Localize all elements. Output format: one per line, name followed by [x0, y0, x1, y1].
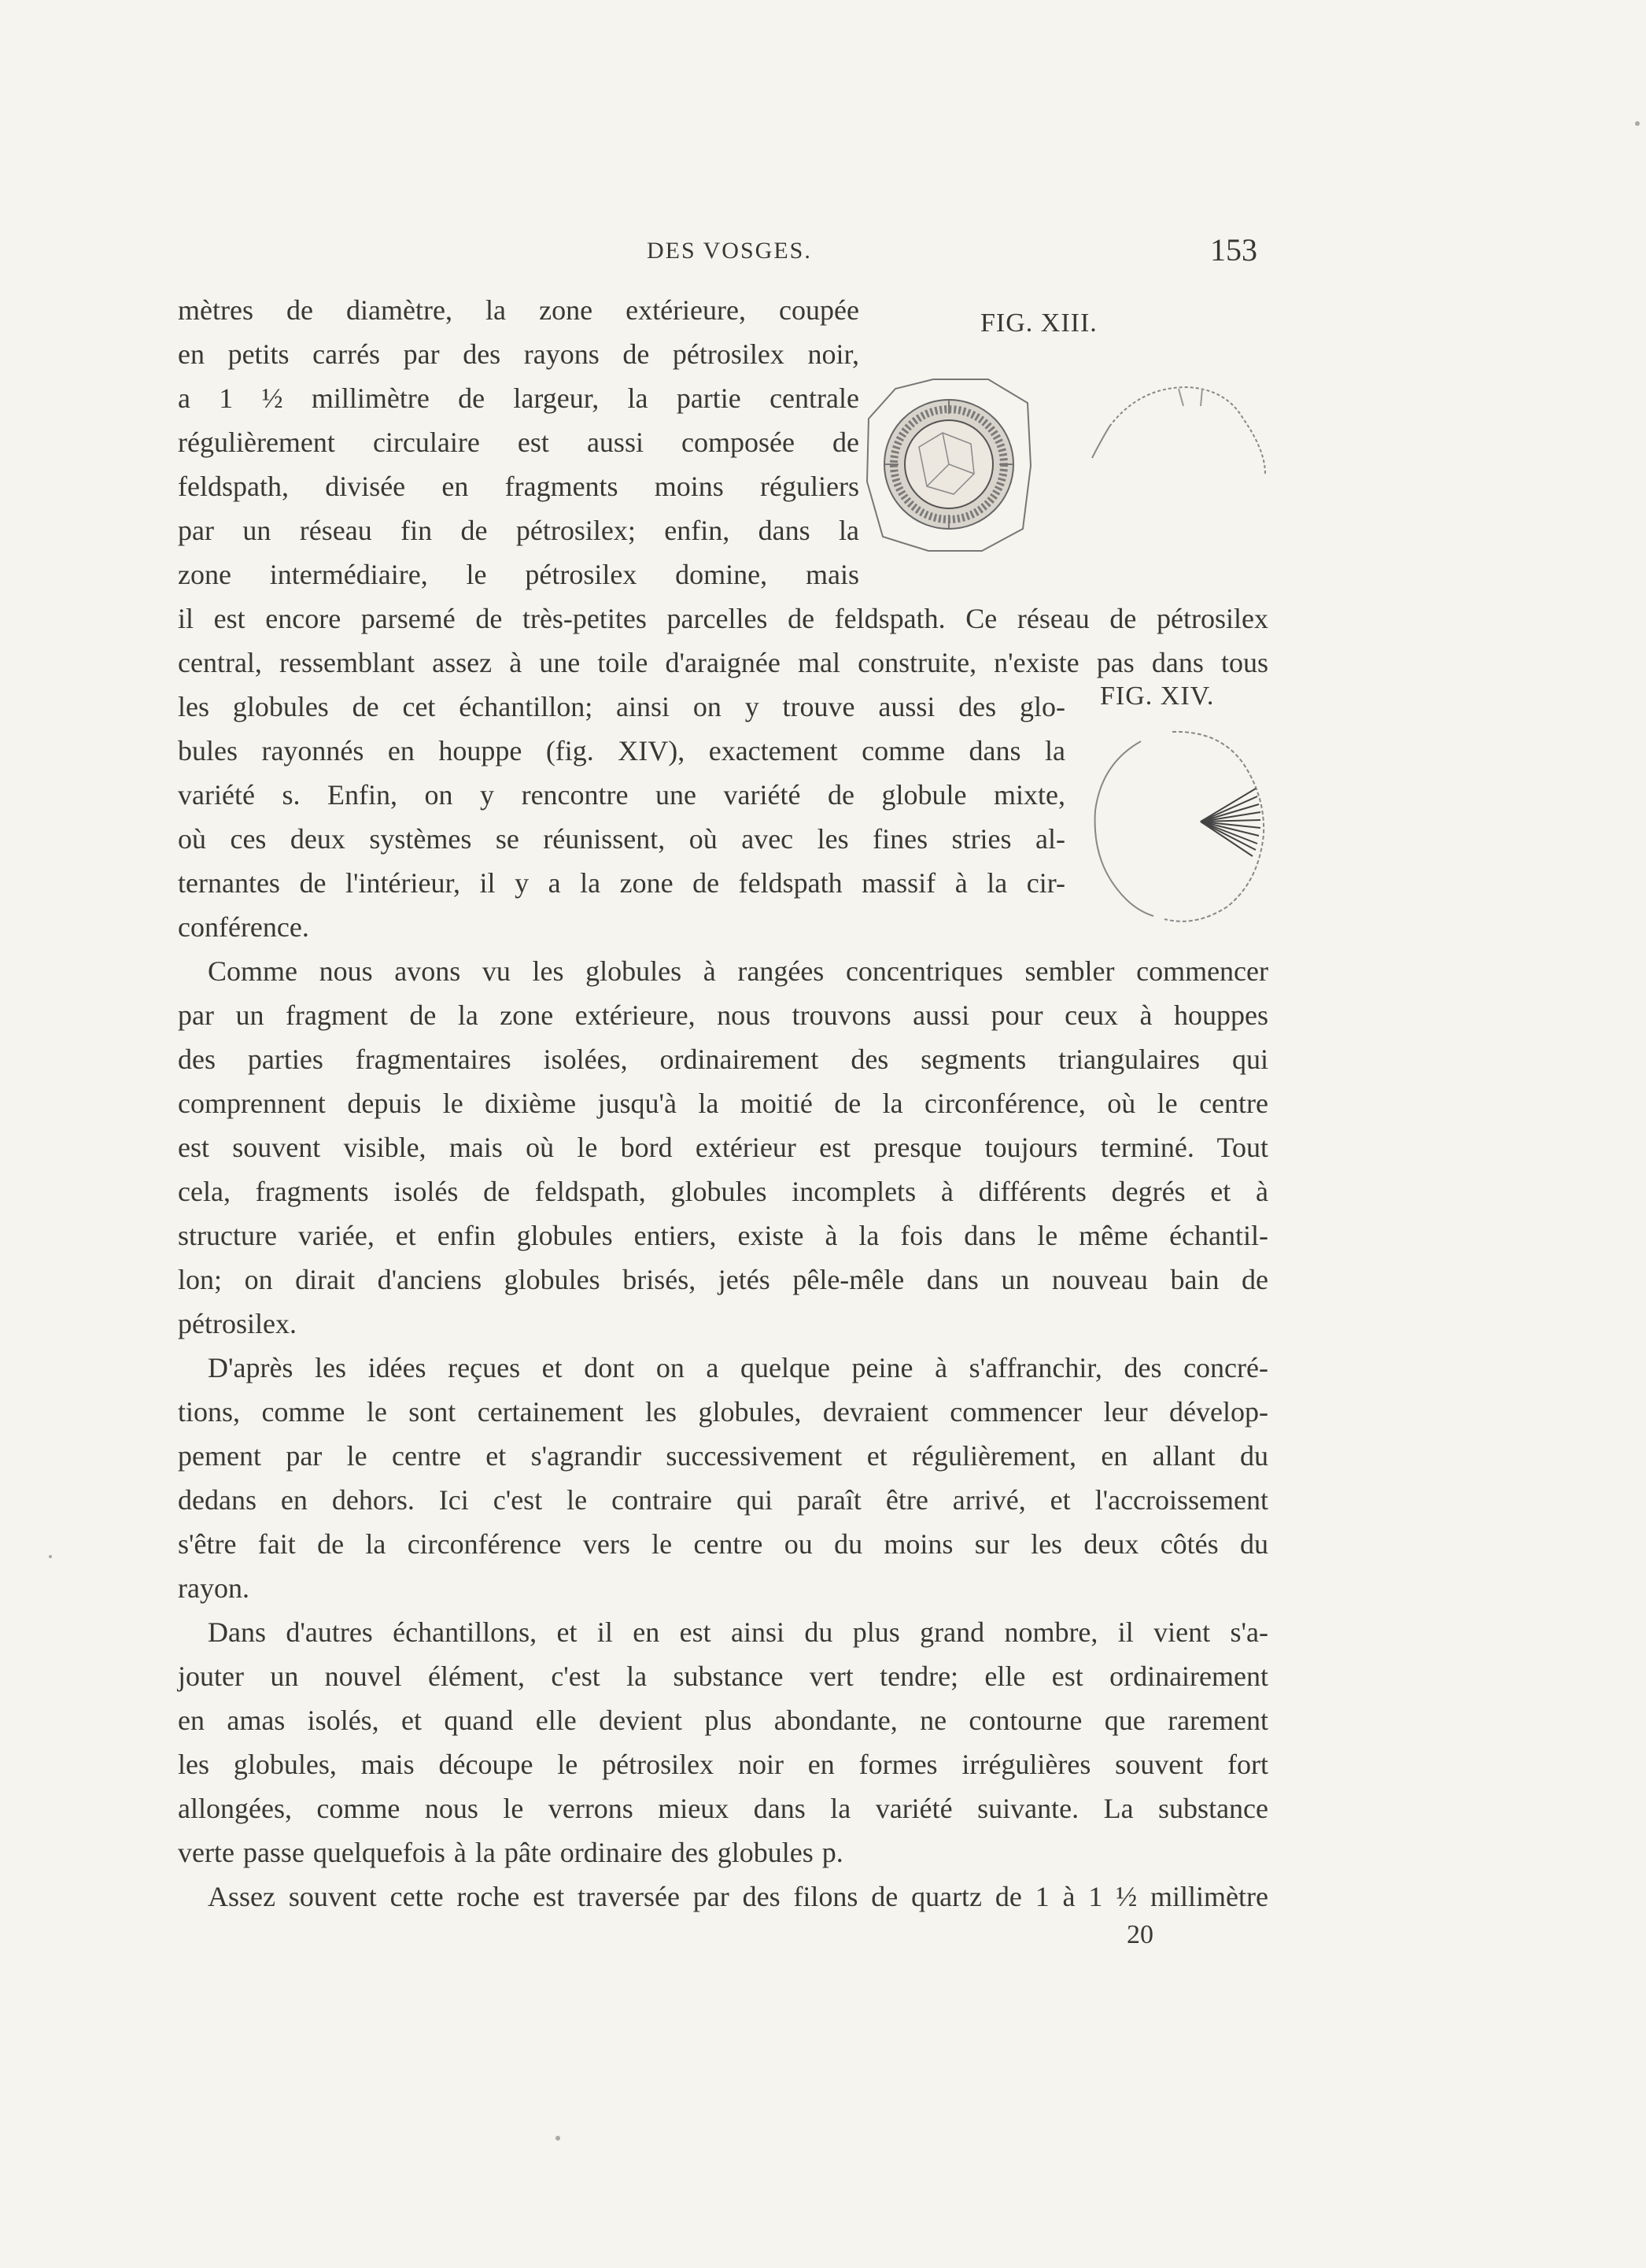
- text-line: feldspath, divisée en fragments moins réguliers: [178, 471, 859, 502]
- text-line: verte passe quelquefois à la pâte ordinaire des globules p.: [178, 1837, 843, 1868]
- text-line: par un réseau fin de pétrosilex; enfin, dans la: [178, 515, 859, 546]
- running-title: DES VOSGES.: [647, 238, 812, 264]
- paragraph-start: Assez souvent cette roche est traversée par des filons de quartz de 1 à 1 ½ millimètre: [208, 1881, 1268, 1912]
- text-line: central, ressemblant assez à une toile d'araignée mal construite, n'existe pas dans tous: [178, 647, 1268, 678]
- text-line: il est encore parsemé de très-petites parcelles de feldspath. Ce réseau de pétrosilex: [178, 603, 1268, 634]
- text-line: conférence.: [178, 911, 309, 943]
- fig14-label: FIG. XIV.: [1100, 682, 1215, 711]
- text-line: mètres de diamètre, la zone extérieure, coupée: [178, 294, 859, 326]
- globule-concentric: [867, 379, 1031, 551]
- text-line: lon; on dirait d'anciens globules brisés, jetés pêle-mêle dans un nouveau bain de: [178, 1264, 1268, 1295]
- text-line: ternantes de l'intérieur, il y a la zone de feldspath massif à la cir-: [178, 867, 1065, 899]
- text-line: jouter un nouvel élément, c'est la substance vert tendre; elle est ordinairement: [178, 1660, 1268, 1692]
- fig14-drawing: [1078, 724, 1275, 929]
- text-line: s'être fait de la circonférence vers le centre ou du moins sur les deux côtés du: [178, 1528, 1268, 1560]
- text-line: zone intermédiaire, le pétrosilex domine, mais: [178, 559, 859, 590]
- globule-tufted: [1095, 732, 1264, 922]
- text-line: a 1 ½ millimètre de largeur, la partie centrale: [178, 382, 859, 414]
- text-line: allongées, comme nous le verrons mieux dans la variété suivante. La substance: [178, 1793, 1268, 1824]
- text-line: en amas isolés, et quand elle devient plus abondante, ne contourne que rarement: [178, 1705, 1268, 1736]
- paragraph-start: D'après les idées reçues et dont on a quelque peine à s'affranchir, des concré-: [208, 1352, 1268, 1383]
- text-line: les globules, mais découpe le pétrosilex noir en formes irrégulières souvent fort: [178, 1749, 1268, 1780]
- fig13-label: FIG. XIII.: [980, 308, 1098, 338]
- signature-mark: 20: [1127, 1920, 1153, 1949]
- text-line: variété s. Enfin, on y rencontre une variété de globule mixte,: [178, 779, 1065, 811]
- text-line: en petits carrés par des rayons de pétrosilex noir,: [178, 338, 859, 370]
- page-number: 153: [1210, 232, 1257, 268]
- text-line: tions, comme le sont certainement les globules, devraient commencer leur dévelop-: [178, 1396, 1268, 1428]
- text-line: cela, fragments isolés de feldspath, globules incomplets à différents degrés et à: [178, 1176, 1268, 1207]
- text-line: structure variée, et enfin globules entiers, existe à la fois dans le même échantil-: [178, 1220, 1268, 1251]
- text-line: par un fragment de la zone extérieure, nous trouvons aussi pour ceux à houppes: [178, 999, 1268, 1031]
- text-line: bules rayonnés en houppe (fig. XIV), exactement comme dans la: [178, 735, 1065, 766]
- text-line: des parties fragmentaires isolées, ordinairement des segments triangulaires qui: [178, 1044, 1268, 1075]
- text-line: comprennent depuis le dixième jusqu'à la moitié de la circonférence, où le centre: [178, 1088, 1268, 1119]
- text-line: pement par le centre et s'agrandir successivement et régulièrement, en allant du: [178, 1440, 1268, 1472]
- text-line: où ces deux systèmes se réunissent, où avec les fines stries al-: [178, 823, 1065, 855]
- fig13-drawing: [856, 371, 1281, 560]
- paper-speck: [555, 2136, 560, 2141]
- text-line: pétrosilex.: [178, 1308, 297, 1339]
- text-line: régulièrement circulaire est aussi composée de: [178, 427, 859, 458]
- text-line: les globules de cet échantillon; ainsi on y trouve aussi des glo-: [178, 691, 1065, 722]
- paper-speck: [49, 1555, 52, 1558]
- text-line: rayon.: [178, 1572, 249, 1604]
- paragraph-start: Comme nous avons vu les globules à rangées concentriques sembler commencer: [208, 955, 1268, 987]
- paper-speck: [1635, 121, 1640, 126]
- paragraph-start: Dans d'autres échantillons, et il en est ainsi du plus grand nombre, il vient s'a-: [208, 1616, 1268, 1648]
- text-line: est souvent visible, mais où le bord extérieur est presque toujours terminé. Tout: [178, 1132, 1268, 1163]
- globule-outline: [1092, 387, 1265, 474]
- text-line: dedans en dehors. Ici c'est le contraire qui paraît être arrivé, et l'accroissement: [178, 1484, 1268, 1516]
